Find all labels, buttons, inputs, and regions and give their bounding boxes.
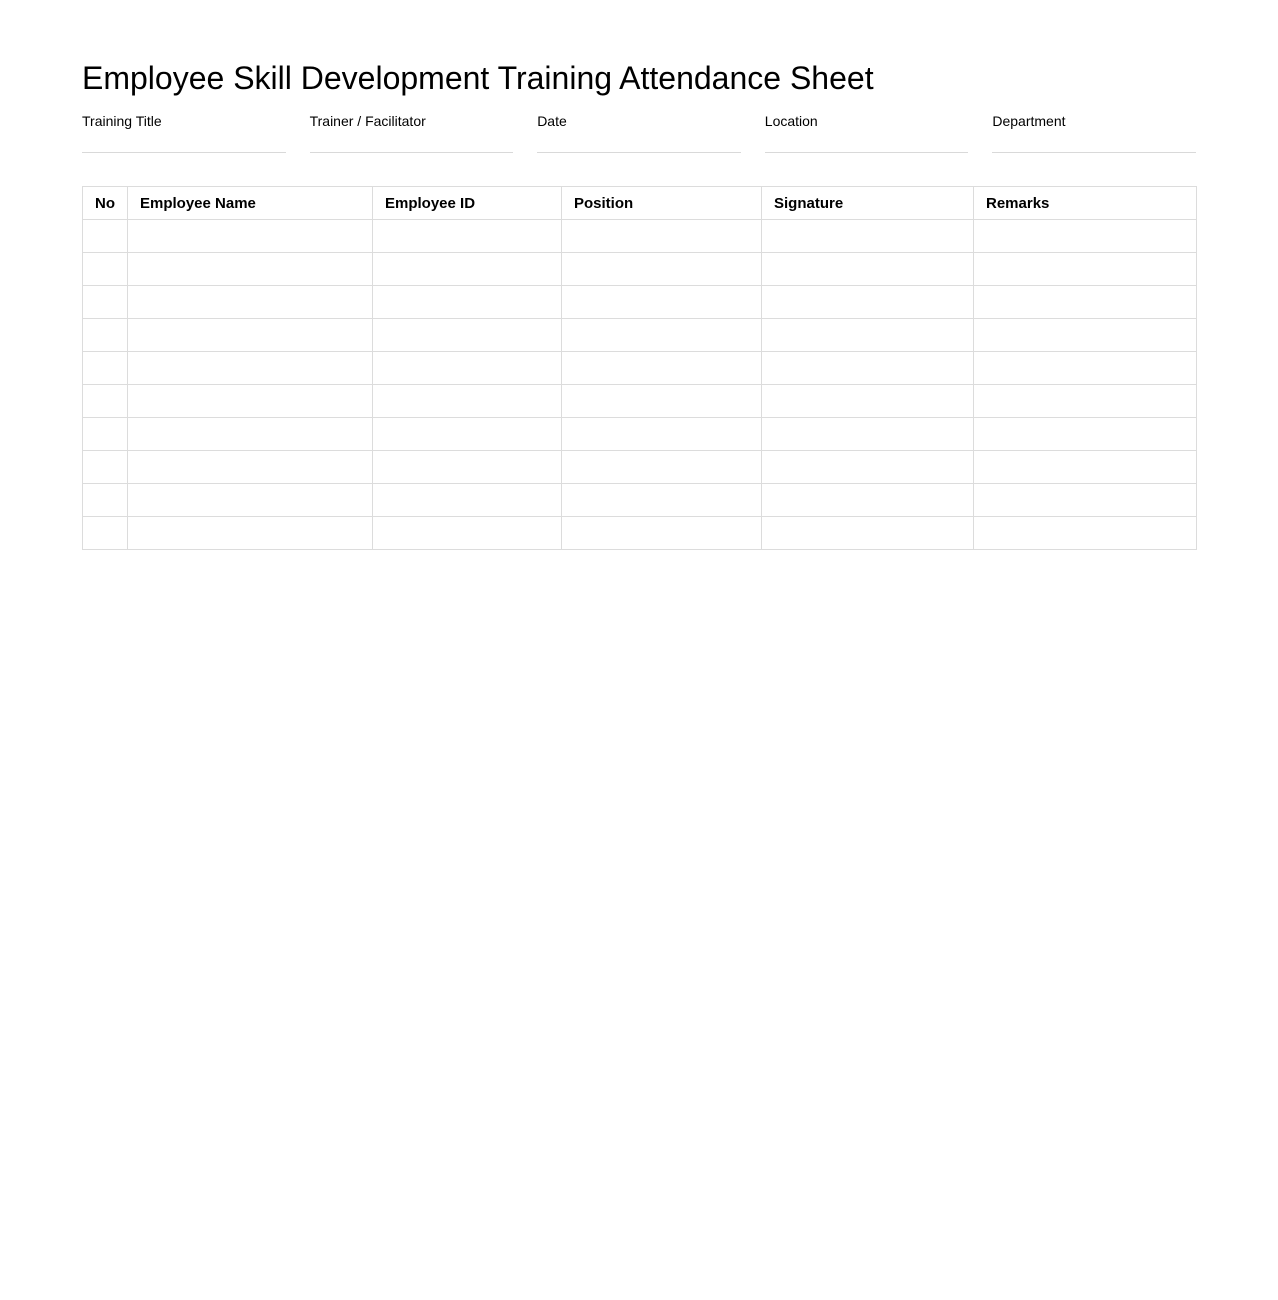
table-header-row (83, 187, 1197, 220)
cell-no[interactable] (83, 484, 128, 517)
cell-position[interactable] (562, 253, 762, 286)
cell-employee-name[interactable] (128, 220, 373, 253)
cell-signature[interactable] (762, 385, 974, 418)
cell-employee-name[interactable] (128, 517, 373, 550)
attendance-table (82, 186, 1197, 550)
field-trainer-facilitator[interactable] (310, 112, 514, 153)
cell-position[interactable] (562, 352, 762, 385)
field-label: Department (992, 113, 1066, 129)
table-row (83, 220, 1197, 253)
cell-remarks[interactable] (974, 286, 1197, 319)
table-row (83, 319, 1197, 352)
field-label: Location (764, 113, 818, 129)
cell-remarks[interactable] (974, 385, 1197, 418)
cell-no[interactable] (83, 418, 128, 451)
cell-position[interactable] (562, 286, 762, 319)
cell-employee-name[interactable] (128, 253, 373, 286)
field-location[interactable] (765, 112, 969, 153)
cell-employee-id[interactable] (373, 286, 562, 319)
cell-employee-id[interactable] (373, 484, 562, 517)
training-info-fields (82, 112, 1196, 153)
cell-employee-id[interactable] (373, 385, 562, 418)
column-header-employee-id: Employee ID (373, 187, 562, 220)
table-row (83, 451, 1197, 484)
cell-position[interactable] (562, 385, 762, 418)
field-label: Date (537, 113, 567, 129)
cell-no[interactable] (83, 286, 128, 319)
field-underline (765, 152, 969, 153)
column-header-employee-name: Employee Name (128, 187, 373, 220)
cell-remarks[interactable] (974, 517, 1197, 550)
cell-signature[interactable] (762, 451, 974, 484)
cell-signature[interactable] (762, 220, 974, 253)
field-underline (537, 152, 741, 153)
cell-remarks[interactable] (974, 253, 1197, 286)
cell-position[interactable] (562, 517, 762, 550)
cell-remarks[interactable] (974, 484, 1197, 517)
cell-signature[interactable] (762, 517, 974, 550)
cell-employee-id[interactable] (373, 352, 562, 385)
field-underline (310, 152, 514, 153)
cell-signature[interactable] (762, 286, 974, 319)
cell-signature[interactable] (762, 484, 974, 517)
column-header-signature: Signature (762, 187, 974, 220)
column-header-position: Position (562, 187, 762, 220)
cell-employee-name[interactable] (128, 286, 373, 319)
field-underline (82, 152, 286, 153)
cell-no[interactable] (83, 451, 128, 484)
table-row (83, 385, 1197, 418)
cell-employee-name[interactable] (128, 451, 373, 484)
cell-no[interactable] (83, 319, 128, 352)
cell-no[interactable] (83, 517, 128, 550)
cell-remarks[interactable] (974, 451, 1197, 484)
cell-signature[interactable] (762, 319, 974, 352)
field-date[interactable] (537, 112, 741, 153)
cell-employee-id[interactable] (373, 319, 562, 352)
cell-employee-id[interactable] (373, 253, 562, 286)
cell-signature[interactable] (762, 418, 974, 451)
cell-remarks[interactable] (974, 352, 1197, 385)
field-training-title[interactable] (82, 112, 286, 153)
field-department[interactable] (992, 112, 1196, 153)
cell-employee-name[interactable] (128, 352, 373, 385)
field-label: Trainer / Facilitator (309, 113, 426, 129)
cell-employee-id[interactable] (373, 418, 562, 451)
cell-employee-name[interactable] (128, 484, 373, 517)
cell-employee-id[interactable] (373, 451, 562, 484)
cell-remarks[interactable] (974, 319, 1197, 352)
field-label: Training Title (82, 113, 162, 129)
cell-employee-name[interactable] (128, 385, 373, 418)
field-underline (992, 152, 1196, 153)
cell-no[interactable] (83, 253, 128, 286)
cell-position[interactable] (562, 484, 762, 517)
cell-position[interactable] (562, 220, 762, 253)
cell-position[interactable] (562, 319, 762, 352)
table-row (83, 517, 1197, 550)
cell-employee-name[interactable] (128, 418, 373, 451)
table-row (83, 418, 1197, 451)
cell-position[interactable] (562, 451, 762, 484)
cell-no[interactable] (83, 352, 128, 385)
cell-no[interactable] (83, 220, 128, 253)
table-row (83, 484, 1197, 517)
cell-signature[interactable] (762, 352, 974, 385)
cell-employee-name[interactable] (128, 319, 373, 352)
cell-remarks[interactable] (974, 418, 1197, 451)
column-header-no: No (83, 187, 128, 220)
table-row (83, 352, 1197, 385)
cell-employee-id[interactable] (373, 517, 562, 550)
cell-no[interactable] (83, 385, 128, 418)
column-header-remarks: Remarks (974, 187, 1197, 220)
cell-signature[interactable] (762, 253, 974, 286)
cell-remarks[interactable] (974, 220, 1197, 253)
cell-position[interactable] (562, 418, 762, 451)
table-row (83, 253, 1197, 286)
page-title: Employee Skill Development Training Attendance Sheet (82, 60, 874, 96)
cell-employee-id[interactable] (373, 220, 562, 253)
attendance-table-body (83, 220, 1197, 550)
table-row (83, 286, 1197, 319)
